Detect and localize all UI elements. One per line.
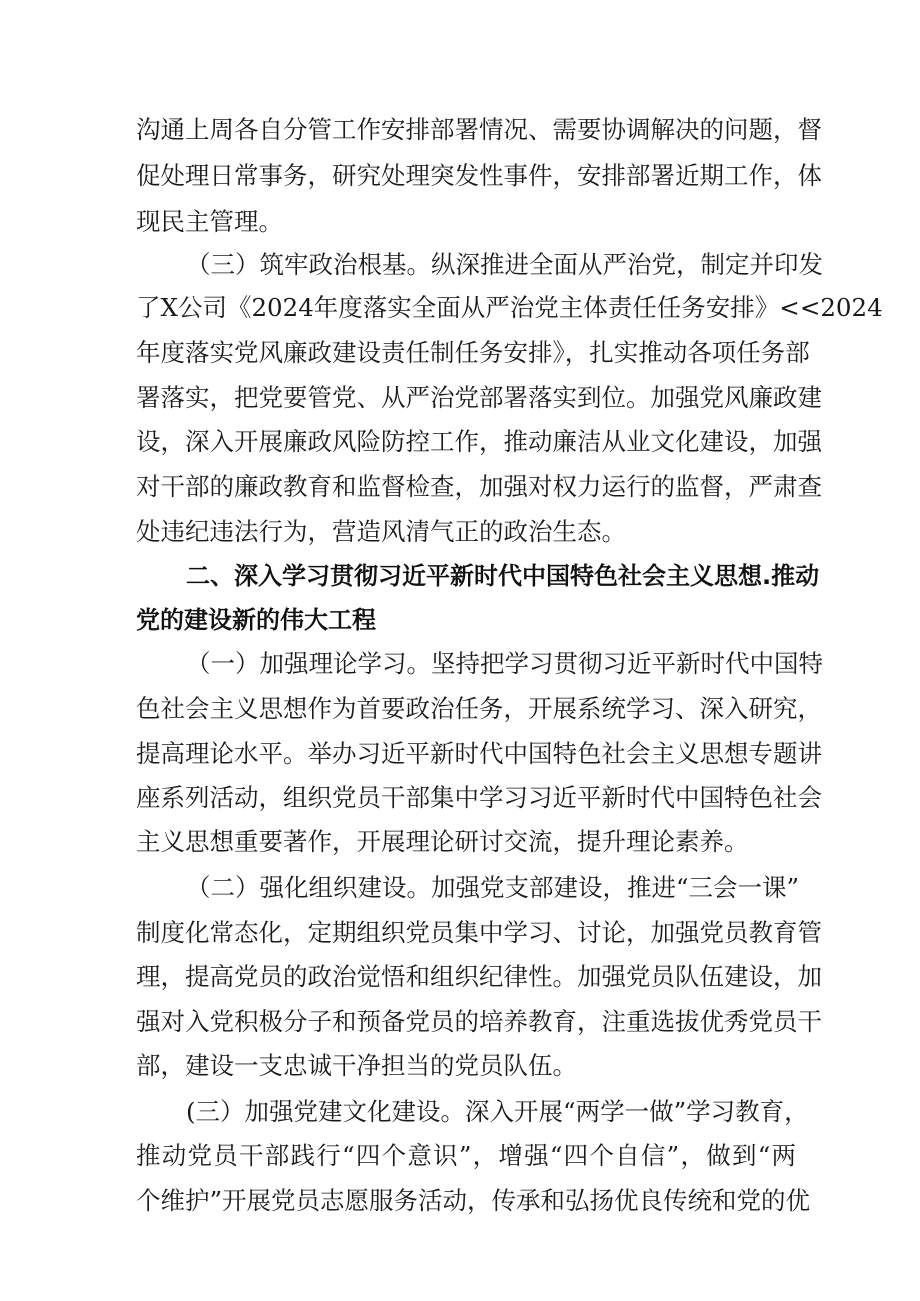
text-line: 沟通上周各自分管工作安排部署情况、需要协调解决的问题，督 — [136, 115, 822, 144]
text-line: 提高理论水平。举办习近平新时代中国特色社会主义思想专题讲 — [136, 739, 822, 768]
text-line: 个维护”开展党员志愿服务活动，传承和弘扬优良传统和党的优 — [136, 1186, 811, 1215]
text-line: (三）加强党建文化建设。深入开展“两学一做”学习教育， — [186, 1097, 809, 1126]
text-line: 座系列活动，组织党员干部集中学习习近平新时代中国特色社会 — [136, 783, 822, 812]
text-line: （一）加强理论学习。坚持把学习贯彻习近平新时代中国特 — [186, 649, 823, 678]
text-line: 促处理日常事务，研究处理突发性事件，安排部署近期工作，体 — [136, 161, 822, 190]
text-line: 了X公司《2024年度落实全面从严治党主体责任任务安排》<<2024 — [136, 293, 883, 322]
text-line: （二）强化组织建设。加强党支部建设，推进“三会一课” — [186, 873, 800, 902]
text-line: 强对入党积极分子和预备党员的培养教育，注重选拔优秀党员干 — [136, 1007, 822, 1036]
text-line: 设，深入开展廉政风险防控工作，推动廉洁从业文化建设，加强 — [136, 427, 822, 456]
text-line: 色社会主义思想作为首要政治任务，开展系统学习、深入研究， — [136, 694, 822, 723]
text-line: （三）筑牢政治根基。纵深推进全面从严治党，制定并印发 — [186, 250, 823, 279]
text-line: 处违纪违法行为，营造风清气正的政治生态。 — [136, 517, 626, 546]
section-heading: 二、深入学习贯彻习近平新时代中国特色社会主义思想.推动 — [186, 562, 820, 590]
text-line: 主义思想重要著作，开展理论研讨交流，提升理论素养。 — [136, 827, 749, 856]
section-heading: 党的建设新的伟大工程 — [136, 606, 376, 634]
text-line: 署落实，把党要管党、从严治党部署落实到位。加强党风廉政建 — [136, 383, 822, 412]
text-line: 理，提高党员的政治觉悟和组织纪律性。加强党员队伍建设，加 — [136, 962, 822, 991]
text-line: 制度化常态化，定期组织党员集中学习、讨论，加强党员教育管 — [136, 918, 822, 947]
text-line: 年度落实党风廉政建设责任制任务安排》，扎实推动各项任务部 — [136, 338, 810, 367]
text-line: 现民主管理。 — [136, 207, 283, 236]
text-line: 推动党员干部践行“四个意识”，增强“四个自信”，做到“两 — [136, 1141, 796, 1170]
text-line: 对干部的廉政教育和监督检查，加强对权力运行的监督，严肃查 — [136, 472, 822, 501]
text-line: 部，建设一支忠诚干净担当的党员队伍。 — [136, 1051, 577, 1080]
